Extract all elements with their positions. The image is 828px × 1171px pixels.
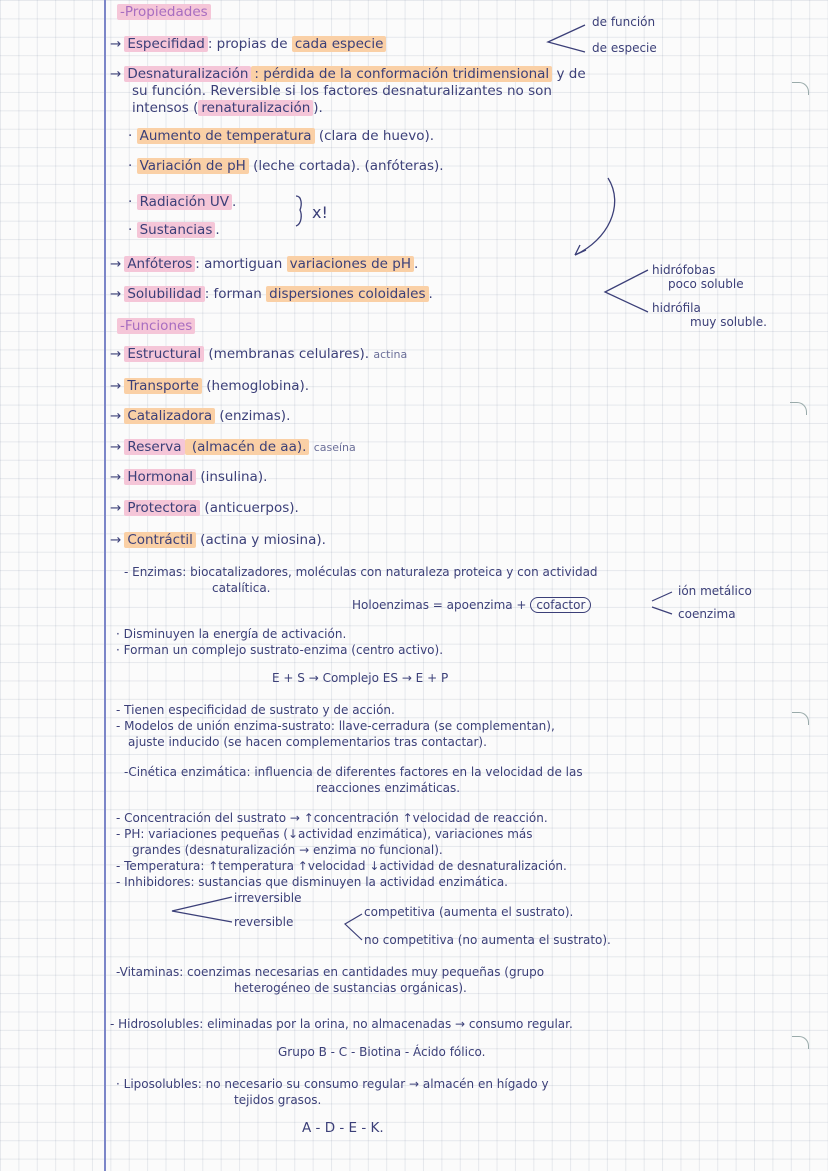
vitaminas-heading-2: heterogéneo de sustancias orgánicas).	[234, 981, 467, 995]
anfoteros-line: → Anfóteros : amortiguan variaciones de pH .	[110, 256, 419, 272]
cinetica-factor: - Temperatura: ↑temperatura ↑velocidad ↓actividad de desnaturalización.	[116, 859, 567, 873]
reversible-brace	[345, 914, 362, 940]
hidrosolubles-list: Grupo B - C - Biotina - Ácido fólico.	[278, 1045, 486, 1059]
enzimas-point: · Forman un complejo sustrato-enzima (centro activo).	[116, 643, 444, 657]
arrow-head	[575, 245, 586, 255]
bullet-sustancias: · Sustancias .	[128, 222, 220, 238]
funciones-heading: -Funciones	[117, 318, 195, 335]
hidrosolubles-line: - Hidrosolubles: eliminadas por la orina, no almacenadas → consumo regular.	[110, 1017, 573, 1031]
bullet-temperatura: · Aumento de temperatura (clara de huevo).	[128, 128, 435, 144]
arrow-to-anfoteros	[575, 178, 615, 255]
vitaminas-heading: -Vitaminas: coenzimas necesarias en cantidades muy pequeñas (grupo	[116, 965, 545, 979]
cinetica-heading-2: reacciones enzimáticas.	[316, 781, 461, 795]
hidrofila-label: hidrófila	[652, 301, 701, 315]
cofactor-arrows	[652, 592, 672, 614]
enzimas-definition: - Enzimas: biocatalizadores, moléculas con naturaleza proteica y con actividad	[124, 565, 598, 579]
especificidad-branch-2: de especie	[592, 41, 657, 55]
especificidad-line: → Especifidad : propias de cada especie	[110, 36, 386, 53]
holoenzima-formula: Holoenzimas = apoenzima + cofactor	[352, 597, 591, 614]
funcion-item: → Protectora (anticuerpos).	[110, 500, 299, 516]
especificidad-branch-1: de función	[592, 15, 656, 29]
desnaturalizacion-line-3: intensos ( renaturalización ).	[132, 100, 323, 116]
funcion-item: → Estructural (membranas celulares). actina	[110, 346, 408, 362]
irreversible-label: irreversible	[234, 891, 302, 905]
bullet-ph: · Variación de pH (leche cortada). (anfóteras).	[128, 158, 444, 174]
funcion-item: → Catalizadora (enzimas).	[110, 408, 291, 424]
desnaturalizacion-line: → Desnaturalización : pérdida de la conformación tridimensional y de	[110, 66, 586, 82]
x-brace	[296, 196, 301, 226]
bullet-radiacion: · Radiación UV .	[128, 194, 237, 210]
funcion-item: → Reserva (almacén de aa). caseína	[110, 439, 356, 455]
cinetica-factor: grandes (desnaturalización → enzima no funcional).	[132, 843, 443, 857]
ion-metalico-label: ión metálico	[678, 584, 752, 598]
enzimas-point: · Disminuyen la energía de activación.	[116, 627, 347, 641]
margin-scribble	[792, 712, 809, 725]
liposolubles-line-2: tejidos grasos.	[234, 1093, 322, 1107]
exclamation-mark: x!	[312, 203, 328, 222]
muy-soluble-label: muy soluble.	[690, 315, 767, 329]
funcion-item: → Hormonal (insulina).	[110, 469, 268, 485]
no-competitiva-label: no competitiva (no aumenta el sustrato).	[364, 933, 611, 947]
enzimas-equation: E + S → Complejo ES → E + P	[272, 671, 449, 685]
enzimas-point: - Tienen especificidad de sustrato y de acción.	[116, 703, 395, 717]
funcion-item: → Transporte (hemoglobina).	[110, 378, 310, 394]
cofactor-circle: cofactor	[530, 597, 591, 613]
enzimas-point: - Modelos de unión enzima-sustrato: llave-cerradura (se complementan),	[116, 719, 555, 733]
especificidad-brace	[548, 25, 585, 52]
cinetica-factor: - PH: variaciones pequeñas (↓actividad enzimática), variaciones más	[116, 827, 533, 841]
inhibidor-brace	[172, 897, 232, 922]
funcion-item: → Contráctil (actina y miosina).	[110, 532, 326, 548]
solubilidad-brace	[605, 270, 648, 312]
margin-scribble	[792, 82, 809, 95]
cinetica-heading: -Cinética enzimática: influencia de diferentes factores en la velocidad de las	[124, 765, 583, 779]
poco-soluble-label: poco soluble	[668, 277, 744, 291]
coenzima-label: coenzima	[678, 607, 736, 621]
enzimas-definition-2: catalítica.	[212, 581, 271, 595]
margin-scribble	[792, 1036, 809, 1049]
liposolubles-list: A - D - E - K.	[302, 1120, 384, 1136]
cinetica-factor: - Inhibidores: sustancias que disminuyen la actividad enzimática.	[116, 875, 508, 889]
desnaturalizacion-line-2: su función. Reversible si los factores desnaturalizantes no son	[132, 83, 552, 99]
margin-scribble	[790, 402, 807, 415]
enzimas-point: ajuste inducido (se hacen complementarios tras contactar).	[128, 735, 487, 749]
margin-line	[104, 0, 106, 1171]
competitiva-label: competitiva (aumenta el sustrato).	[364, 905, 574, 919]
propiedades-heading: -Propiedades	[117, 4, 211, 21]
hidrofobas-label: hidrófobas	[652, 263, 716, 277]
reversible-label: reversible	[234, 915, 294, 929]
liposolubles-line: · Liposolubles: no necesario su consumo regular → almacén en hígado y	[116, 1077, 549, 1091]
cinetica-factor: - Concentración del sustrato → ↑concentración ↑velocidad de reacción.	[116, 811, 548, 825]
solubilidad-line: → Solubilidad : forman dispersiones coloidales .	[110, 286, 433, 302]
